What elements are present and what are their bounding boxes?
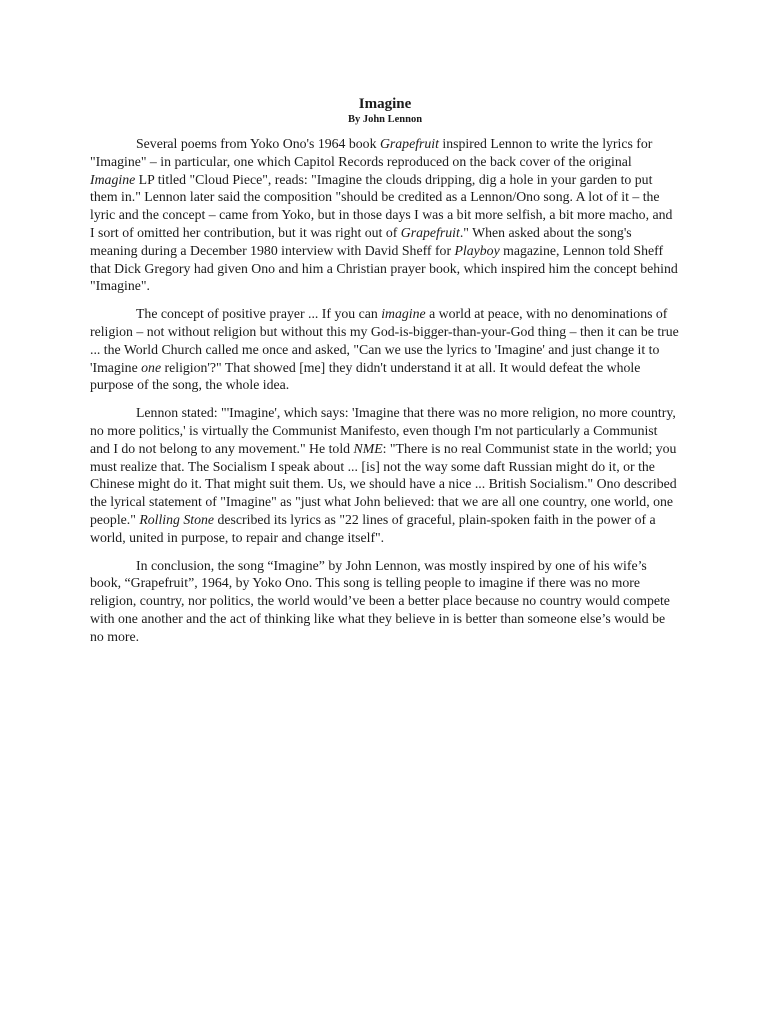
text-run: religion'?" That showed [me] they didn't understand it at all. It would defeat the whole purpose of the song, the whole idea. [90, 359, 641, 393]
italic-text: imagine [381, 306, 426, 322]
document-page [90, 95, 680, 656]
italic-text: NME [353, 440, 383, 456]
paragraph [90, 305, 680, 394]
italic-text: Playboy [454, 242, 500, 258]
text-run: magazine, Lennon told Sheff that Dick Gregory had given Ono and him a Christian prayer book, which inspired him the concept behind "Imagine". [90, 242, 678, 294]
paragraph [90, 404, 680, 546]
text-run: : "There is no real Communist state in the world; you must realize that. The Socialism I speak about ... [is] not the way some daft Russian might do it, or the Chinese might do it. That might suit them. Us, we should have a nice ... British Socialism." Ono described the lyrical statement of "Imagine" as "just what John believed: that we are all one country, one world, one people." [90, 440, 677, 527]
italic-text: Grapefruit [400, 224, 460, 240]
text-run: a world at peace, with no denominations of religion – not without religion but without this my God-is-bigger-than-your-God thing – then it can be true ... the World Church called me once and asked, "Can we use the lyrics to 'Imagine' and just change it to 'Imagine [90, 306, 679, 375]
document-body [90, 135, 680, 646]
document-byline: By John Lennon [347, 114, 423, 125]
text-run: The concept of positive prayer ... If you can [136, 306, 382, 322]
document-title: Imagine [358, 96, 412, 112]
italic-text: Grapefruit [379, 136, 439, 151]
text-run: LP titled "Cloud Piece", reads: "Imagine the clouds dripping, dig a hole in your garden to put them in." Lennon later said the composition "should be credited as a Lennon/Ono song. A lot of it – the lyric and the concept – came from Yoko, but in those days I was a bit more selfish, a bit more macho, and I sort of omitted her contribution, but it was right out of [90, 171, 673, 240]
text-run: ." When asked about the song's meaning during a December 1980 interview with David Sheff for [90, 224, 632, 258]
text-run: Several poems from Yoko Ono's 1964 book [136, 136, 380, 151]
text-run: In conclusion, the song “Imagine” by John Lennon, was mostly inspired by one of his wife’s book, “Grapefruit”, 1964, by Yoko Ono. This song is telling people to imagine if there was no more religion, country, nor politics, the world would’ve been a better place because no country would compete with one another and the act of thinking like what they believe in is better than someone else’s would be no more. [90, 557, 670, 644]
italic-text: Imagine [90, 171, 136, 187]
text-run: described its lyrics as "22 lines of graceful, plain-spoken faith in the power of a world, united in purpose, to repair and change itself". [90, 511, 656, 545]
text-run: inspired Lennon to write the lyrics for "Imagine" – in particular, one which Capitol Records reproduced on the back cover of the original [90, 136, 653, 169]
italic-text: one [141, 359, 162, 375]
text-run: Lennon stated: "'Imagine', which says: 'Imagine that there was no more religion, no more country, no more politics,' is virtually the Communist Manifesto, even though I'm not particularly a Communist and I do not belong to any movement." He told [90, 405, 676, 456]
paragraph [90, 135, 680, 295]
paragraph [90, 557, 680, 646]
italic-text: Rolling Stone [139, 511, 215, 527]
